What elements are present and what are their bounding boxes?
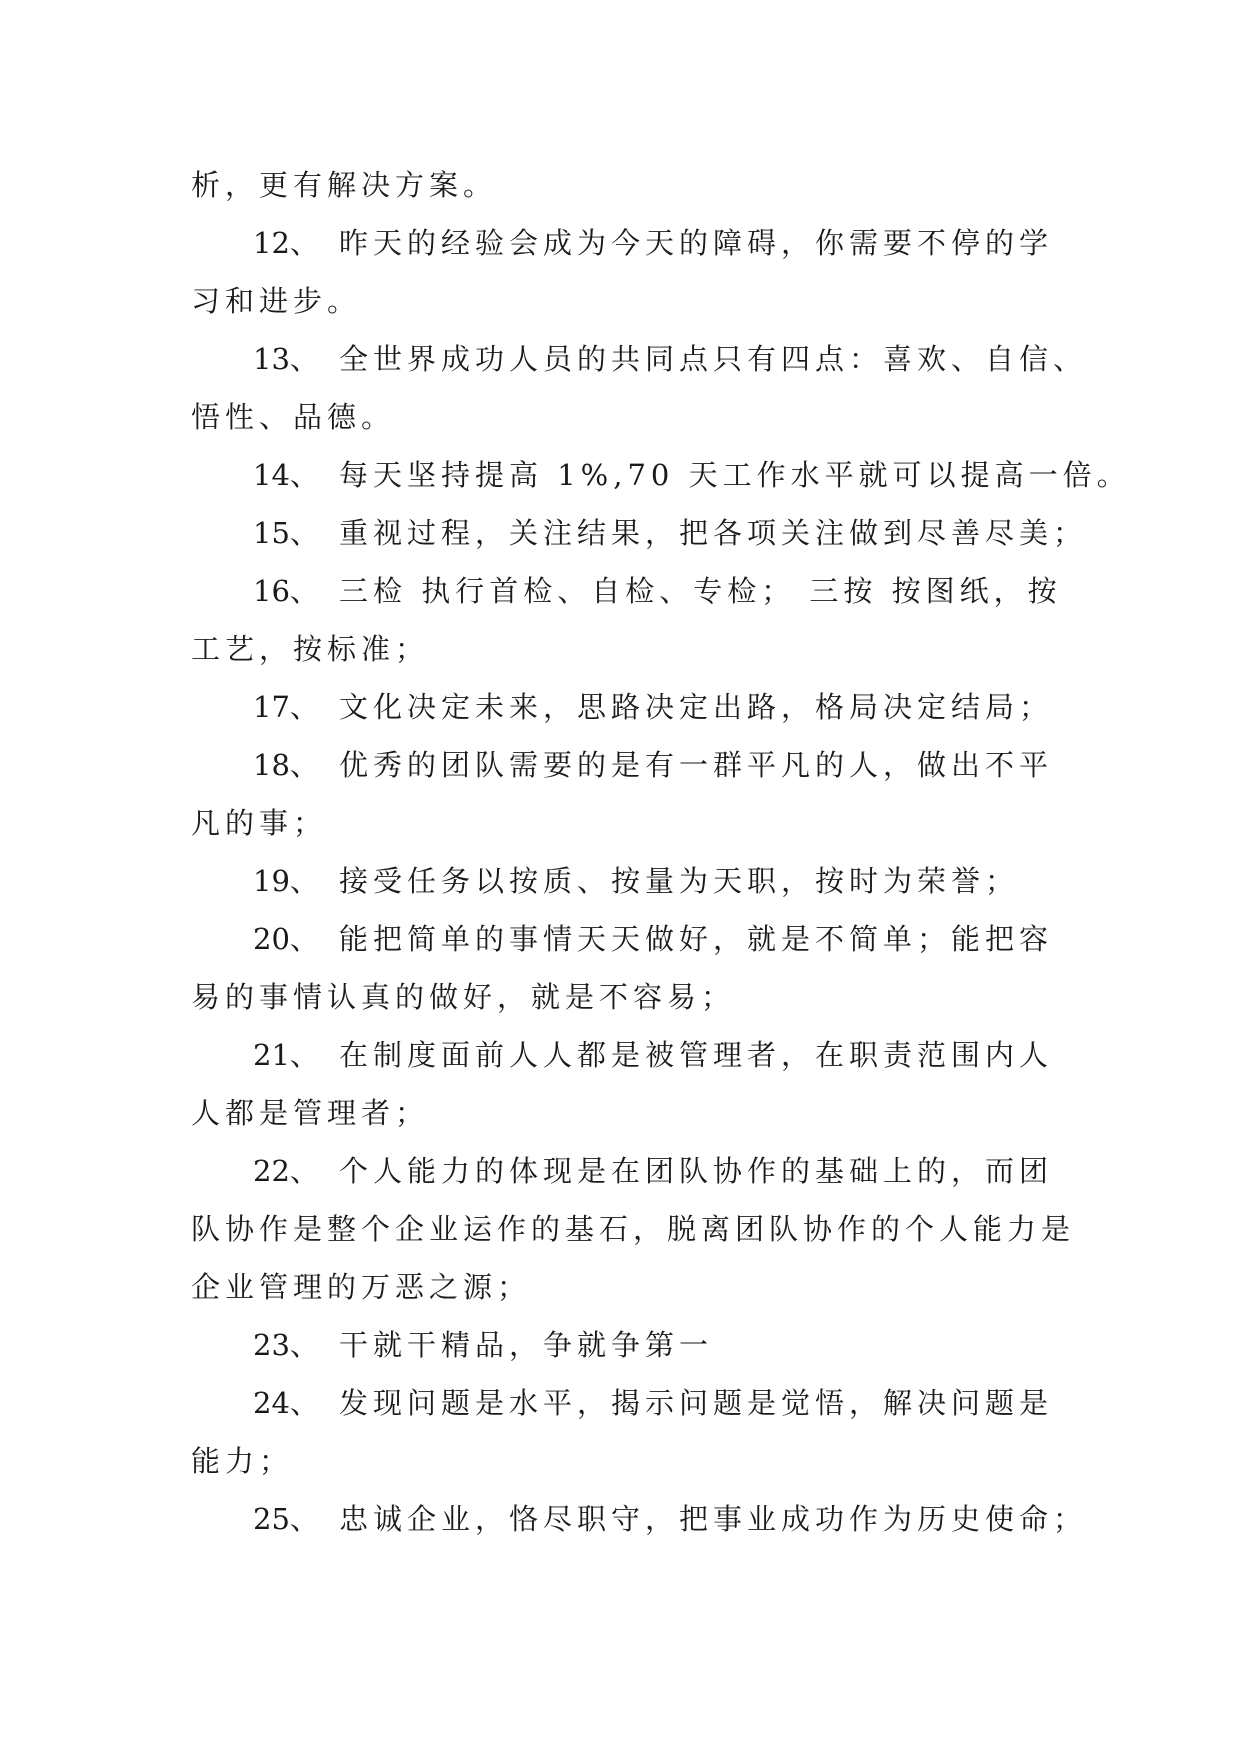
line-text: 重视过程，关注结果，把各项关注做到尽善尽美； [339, 516, 1088, 550]
continuation-line [191, 272, 1071, 330]
line-text: 优秀的团队需要的是有一群平凡的人，做出不平 [339, 748, 1054, 782]
item-number: 14、 [253, 458, 319, 492]
item-number: 21、 [253, 1038, 319, 1072]
continuation-line [191, 1258, 1071, 1316]
list-item-line [191, 1316, 1071, 1374]
item-number: 18、 [253, 748, 319, 782]
list-item-line [191, 562, 1071, 620]
item-number: 22、 [253, 1154, 319, 1188]
line-text: 接受任务以按质、按量为天职，按时为荣誉； [339, 864, 1020, 898]
list-item-line [191, 736, 1071, 794]
continuation-line [191, 1432, 1071, 1490]
continuation-line [191, 388, 1071, 446]
line-text: 能把简单的事情天天做好，就是不简单；能把容 [339, 922, 1054, 956]
line-text: 昨天的经验会成为今天的障碍，你需要不停的学 [339, 226, 1054, 260]
line-text: 个人能力的体现是在团队协作的基础上的，而团 [339, 1154, 1054, 1188]
item-number: 25、 [253, 1502, 319, 1536]
continuation-line [191, 156, 1071, 214]
line-text: 文化决定未来，思路决定出路，格局决定结局； [339, 690, 1054, 724]
list-item-line [191, 852, 1071, 910]
item-number: 19、 [253, 864, 319, 898]
line-text: 工艺，按标准； [191, 632, 430, 666]
item-number: 13、 [253, 342, 319, 376]
line-text: 能力； [191, 1444, 294, 1478]
continuation-line [191, 968, 1071, 1026]
item-number: 17、 [253, 690, 319, 724]
line-text: 每天坚持提高 1%,70 天工作水平就可以提高一倍。 [339, 458, 1131, 492]
list-item-line [191, 678, 1071, 736]
item-number: 24、 [253, 1386, 319, 1420]
line-text: 干就干精品，争就争第一 [339, 1328, 714, 1362]
list-item-line [191, 910, 1071, 968]
line-text: 人都是管理者； [191, 1096, 430, 1130]
list-item-line [191, 1490, 1088, 1548]
list-item-line [191, 1142, 1071, 1200]
item-number: 20、 [253, 922, 319, 956]
line-text: 企业管理的万恶之源； [191, 1270, 532, 1304]
line-text: 在制度面前人人都是被管理者，在职责范围内人 [339, 1038, 1054, 1072]
item-number: 23、 [253, 1328, 319, 1362]
list-item-line [191, 1374, 1071, 1432]
line-text: 易的事情认真的做好，就是不容易； [191, 980, 736, 1014]
line-text: 习和进步。 [191, 284, 362, 318]
continuation-line [191, 1200, 1076, 1258]
list-item-line [191, 330, 1088, 388]
line-text: 三检 执行首检、自检、专检； 三按 按图纸，按 [339, 574, 1062, 608]
item-number: 16、 [253, 574, 319, 608]
list-item-line [191, 446, 1131, 504]
line-text: 忠诚企业，恪尽职守，把事业成功作为历史使命； [339, 1502, 1088, 1536]
item-number: 15、 [253, 516, 319, 550]
line-text: 凡的事； [191, 806, 328, 840]
line-text: 悟性、品德。 [191, 400, 396, 434]
list-item-line [191, 504, 1088, 562]
line-text: 发现问题是水平，揭示问题是觉悟，解决问题是 [339, 1386, 1054, 1420]
continuation-line [191, 794, 1071, 852]
continuation-line [191, 1084, 1071, 1142]
line-text: 全世界成功人员的共同点只有四点：喜欢、自信、 [339, 342, 1088, 376]
list-item-line [191, 1026, 1071, 1084]
continuation-line [191, 620, 1071, 678]
line-text: 队协作是整个企业运作的基石，脱离团队协作的个人能力是 [191, 1212, 1076, 1246]
line-text: 析，更有解决方案。 [191, 168, 498, 202]
document-body [191, 156, 1131, 1548]
item-number: 12、 [253, 226, 319, 260]
list-item-line [191, 214, 1071, 272]
